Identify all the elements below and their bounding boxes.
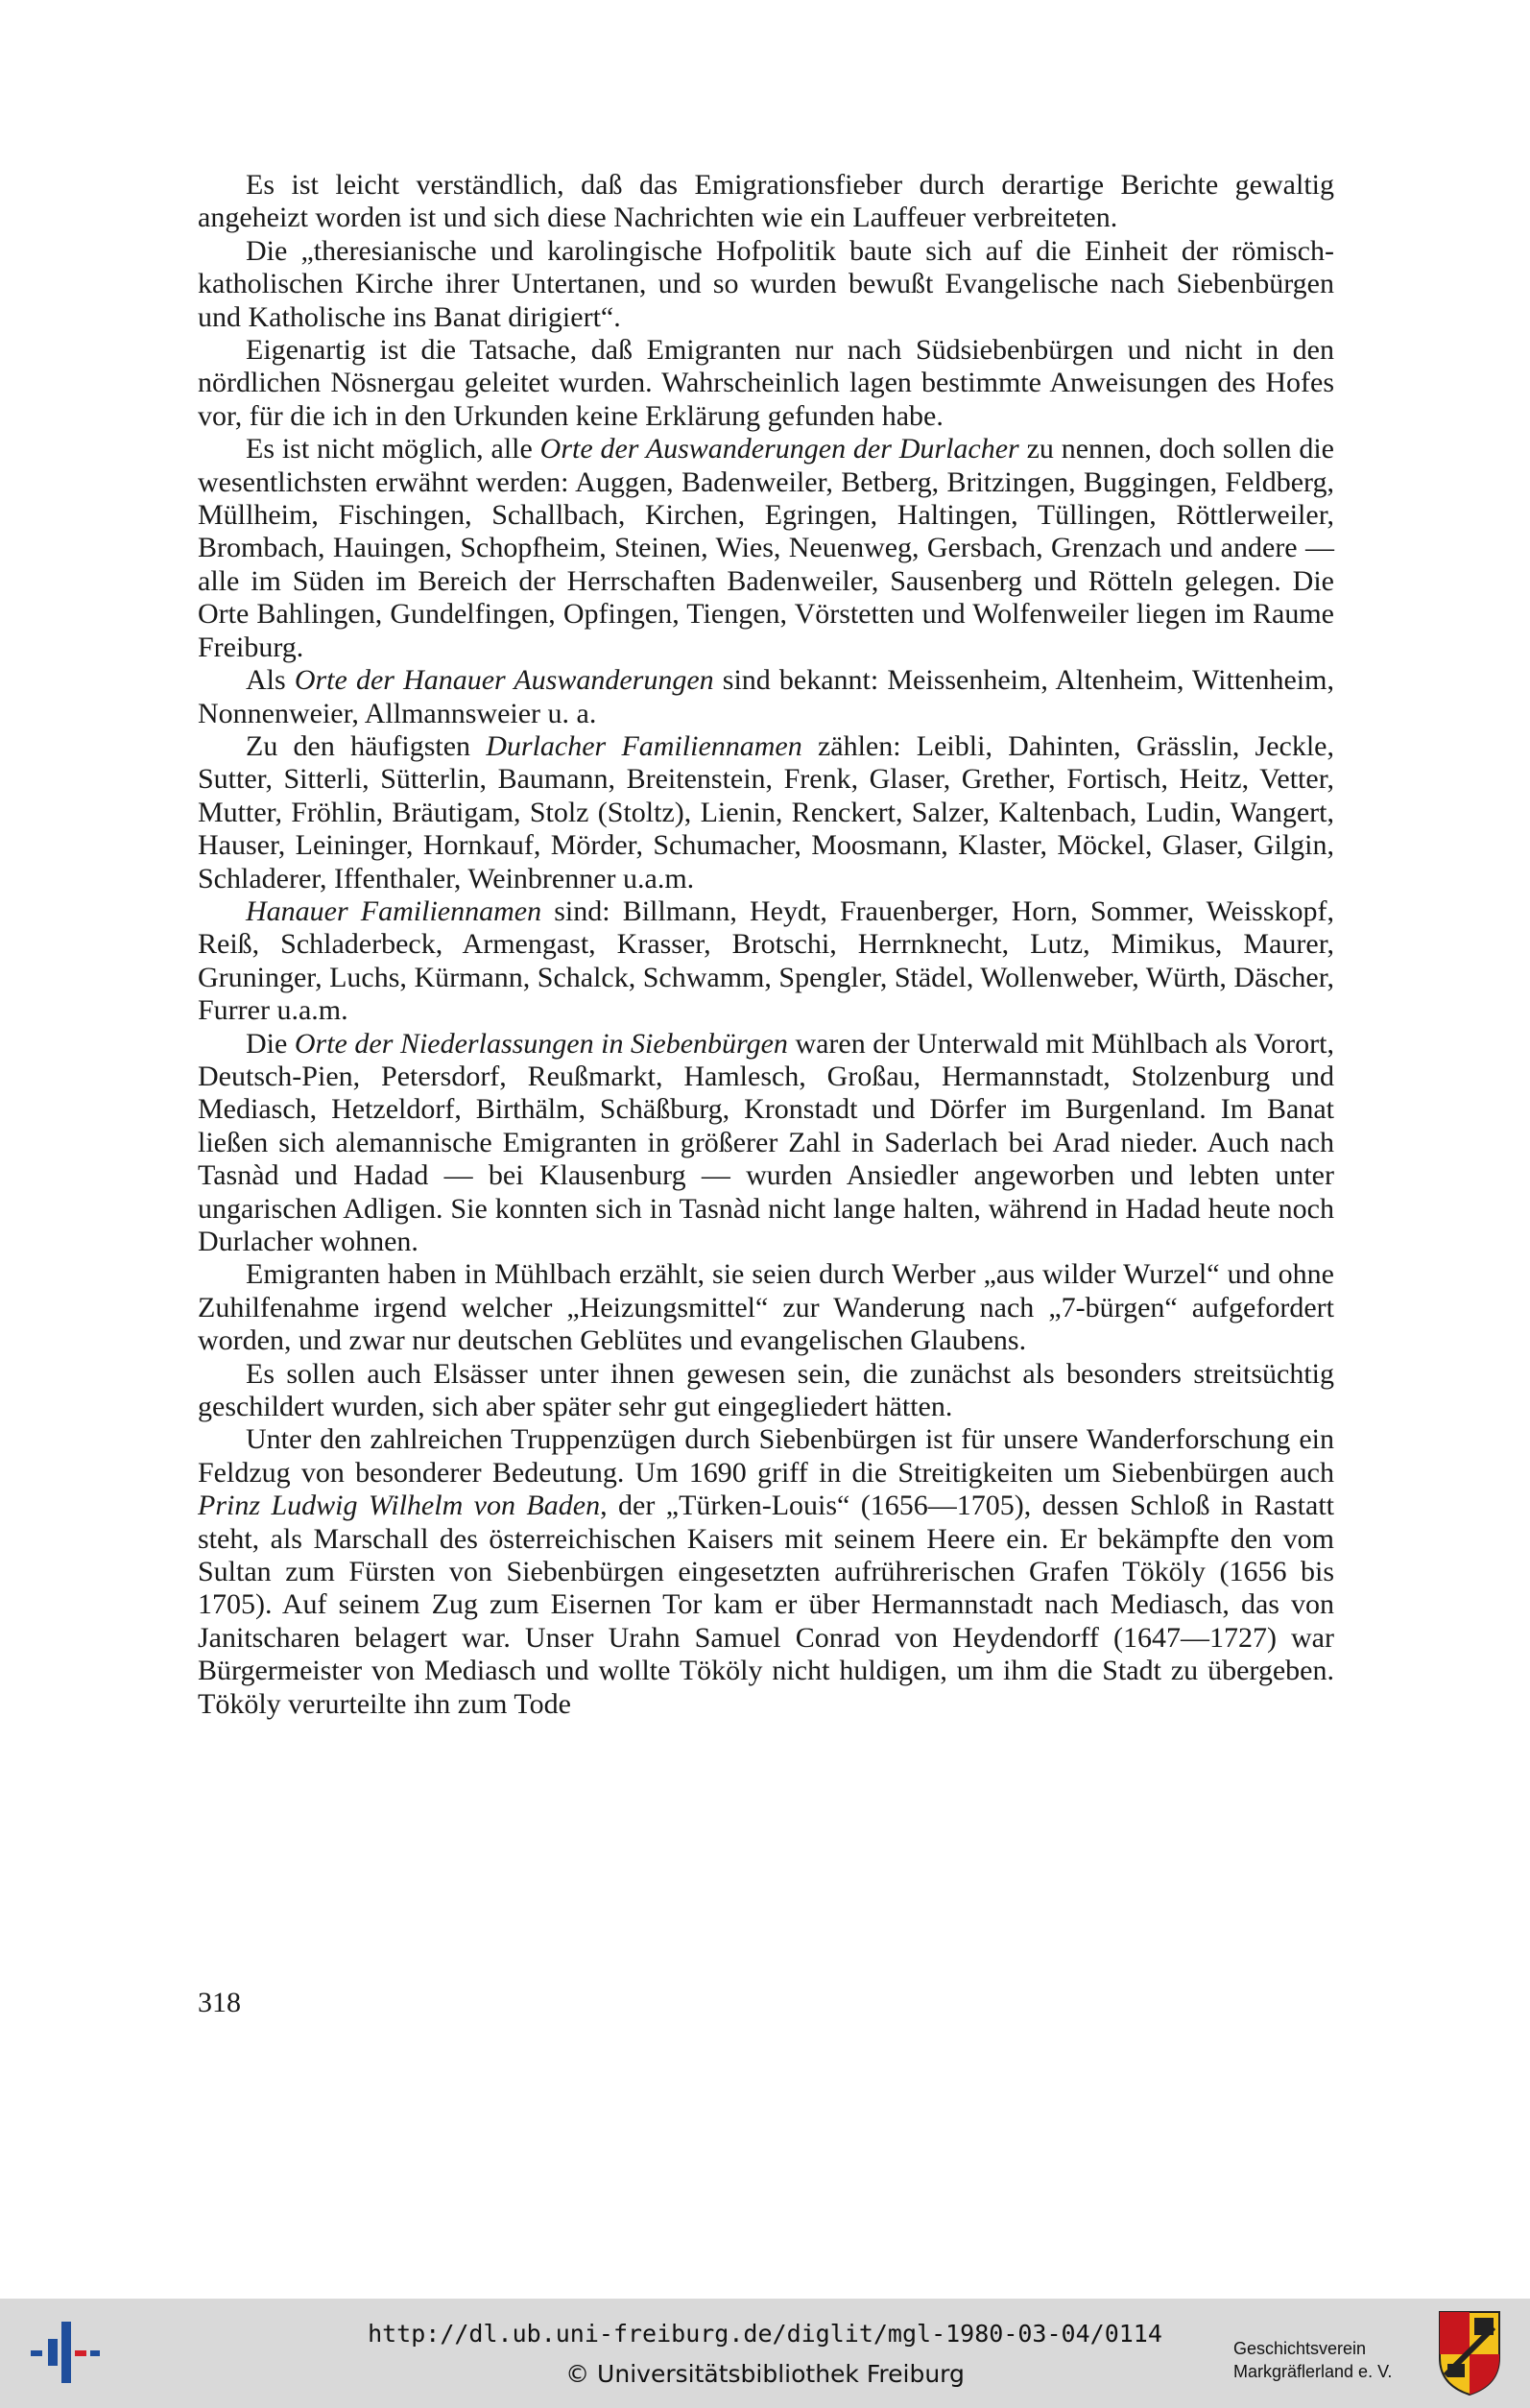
paragraph (198, 1028, 1334, 1259)
text-run: Es ist leicht verständlich, daß das Emigrationsfieber durch derartige Berichte gewaltig angeheizt worden ist und sich diese Nachrichten wie ein Lauffeuer verbreiteten. (198, 169, 1334, 234)
paragraph (198, 1258, 1334, 1357)
italic-phrase: Orte der Niederlassungen in Siebenbürgen (294, 1027, 788, 1060)
italic-phrase: Orte der Auswanderungen der Durlacher (539, 433, 1019, 465)
text-run: sind: Billmann, Heydt, Frauenberger, Horn, Sommer, Weisskopf, Reiß, Schladerbeck, Armengast, Krasser, Brotschi, Herrnknecht, Lutz, Mimikus, Maurer, Gruninger, Luchs, Kürmann, Schalck, Schwamm, Spengler, Städel, Wollenweber, Würth, Däscher, Furrer u.a.m. (198, 894, 1334, 1027)
text-run: zählen: Leibli, Dahinten, Grässlin, Jeckle, Sutter, Sitterli, Sütterlin, Baumann, Breitenstein, Frenk, Glaser, Grether, Fortisch, Heitz, Vetter, Mutter, Fröhlin, Bräutigam, Stolz (Stoltz), Lienin, Renckert, Salzer, Kaltenbach, Ludin, Wangert, Hauser, Leininger, Hornkauf, Mörder, Schumacher, Moosmann, Klaster, Möckel, Glaser, Gilgin, Schladerer, Iffenthaler, Weinbrenner u.a.m. (198, 729, 1334, 894)
body-text (198, 169, 1334, 1721)
footer-bar (0, 2299, 1530, 2408)
paragraph (198, 235, 1334, 334)
paragraph (198, 169, 1334, 235)
text-run: Emigranten haben in Mühlbach erzählt, sie seien durch Werber „aus wilder Wurzel“ und ohne Zuhilfenahme irgend welcher „Heizungsmittel“ zur Wanderung nach „7-bürgen“ aufgefordert worden, und zwar nur deutschen Geblütes und evangelischen Glaubens. (198, 1258, 1334, 1357)
society-line-1: Geschichtsverein (1233, 2339, 1367, 2358)
text-run: Die „theresianische und karolingische Hofpolitik baute sich auf die Einheit der römisch-katholischen Kirche ihrer Untertanen, und so wurden bewußt Evangelische nach Siebenbürgen und Katholische ins Banat dirigiert“. (198, 234, 1334, 333)
paragraph (198, 334, 1334, 433)
text-run: waren der Unterwald mit Mühlbach als Vorort, Deutsch-Pien, Petersdorf, Reußmarkt, Hamlesch, Großau, Hermannstadt, Stolzenburg und Mediasch, Hetzeldorf, Birthälm, Schäßburg, Kronstadt und Dörfer im Burgenland. Im Banat ließen sich alemannische Emigranten in größerer Zahl in Saderlach bei Arad nieder. Auch nach Tasnàd und Hadad — bei Klausenburg — wurden Ansiedler angeworben und lebten unter ungarischen Adligen. Sie konnten sich in Tasnàd nicht lange halten, während in Hadad heute noch Durlacher wohnen. (198, 1027, 1334, 1257)
text-run: Unter den zahlreichen Truppenzügen durch Siebenbürgen ist für unsere Wanderforschung ein Feldzug von besonderer Bedeutung. Um 1690 griff in die Streitigkeiten um Siebenbürgen auch (198, 1423, 1334, 1489)
society-name (1233, 2337, 1425, 2383)
text-run: Als (246, 664, 295, 697)
italic-phrase: Hanauer Familiennamen (246, 894, 542, 927)
paragraph (198, 664, 1334, 730)
text-run: sind bekannt: Meissenheim, Altenheim, Wittenheim, Nonnenweier, Allmannsweier u. a. (198, 664, 1334, 729)
text-run: , der „Türken-Louis“ (1656—1705), dessen Schloß in Rastatt steht, als Marschall des österreichischen Kaisers mit seinem Heere ein. Er bekämpfte den vom Sultan zum Fürsten von Siebenbürgen eingesetzten aufrührerischen Grafen Tököly (1656 bis 1705). Auf seinem Zug zum Eisernen Tor kam er über Hermannstadt nach Mediasch, das von Janitscharen belagert war. Unser Urahn Samuel Conrad von Heydendorff (1647—1727) war Bürgermeister von Mediasch und wollte Tököly nicht huldigen, um ihm die Stadt zu übergeben. Tököly verurteilte ihn zum Tode (198, 1490, 1334, 1720)
text-run: Es ist nicht möglich, alle (246, 433, 540, 465)
italic-phrase: Prinz Ludwig Wilhelm von Baden (198, 1490, 601, 1522)
copyright-notice: © Universitätsbibliothek Freiburg (565, 2360, 965, 2388)
document-url-link[interactable]: http://dl.ub.uni-freiburg.de/diglit/mgl-1980-03-04/0114 (368, 2320, 1162, 2348)
text-run: zu nennen, doch sollen die wesentlichsten erwähnt werden: Auggen, Badenweiler, Betberg, Britzingen, Buggingen, Feldberg, Müllheim, Fischingen, Schallbach, Kirchen, Egringen, Haltingen, Tüllingen, Röttlerweiler, Brombach, Hauingen, Schopfheim, Steinen, Wies, Neuenweg, Gersbach, Grenzach und andere — alle im Süden im Bereich der Herrschaften Badenweiler, Sausenberg und Rötteln gelegen. Die Orte Bahlingen, Gundelfingen, Opfingen, Tiengen, Vörstetten und Wolfenweiler liegen im Raume Freiburg. (198, 433, 1334, 663)
paragraph (198, 433, 1334, 664)
coat-of-arms-icon[interactable] (1436, 2308, 1503, 2396)
italic-phrase: Durlacher Familiennamen (486, 729, 802, 762)
paragraph (198, 730, 1334, 895)
paragraph (198, 1358, 1334, 1424)
paragraph (198, 1423, 1334, 1721)
italic-phrase: Orte der Hanauer Auswanderungen (294, 664, 714, 697)
society-line-2: Markgräflerland e. V. (1233, 2362, 1393, 2381)
text-run: Die (246, 1027, 295, 1060)
paragraph (198, 895, 1334, 1028)
text-run: Eigenartig ist die Tatsache, daß Emigranten nur nach Südsiebenbürgen und nicht in den nördlichen Nösnergau geleitet wurden. Wahrscheinlich lagen bestimmte Anweisungen des Hofes vor, für die ich in den Urkunden keine Erklärung gefunden habe. (198, 334, 1334, 432)
text-run: Zu den häufigsten (246, 729, 487, 762)
page-number: 318 (198, 1987, 241, 2018)
text-run: Es sollen auch Elsässer unter ihnen gewesen sein, die zunächst als besonders streitsüchtig geschildert wurden, sich aber später sehr gut eingegliedert hätten. (198, 1357, 1334, 1423)
